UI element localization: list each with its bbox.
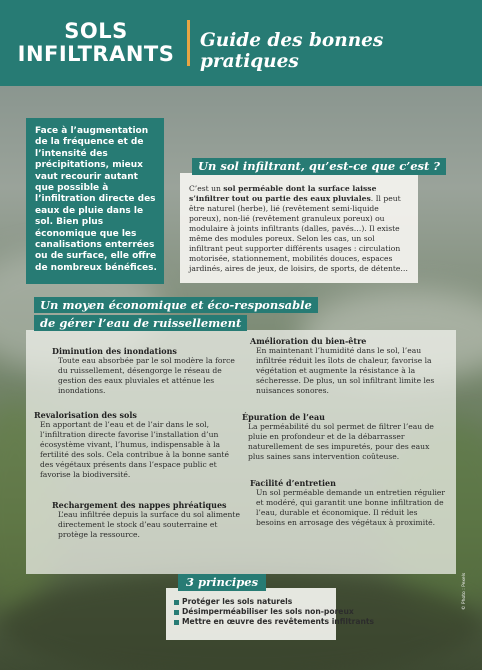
definition-body: Il peut être naturel (herbe), lié (revêtement semi-liquide poreux), non-lié (revêtement granuleux poreux) ou modulaire à joints infiltrants (dalles, pavés…). Il existe même des modules poreux. Selon les cas, un sol infiltrant peut supporter différents usages : circulation motorisée, stationnement, mobilités douces, espaces jardinés, aires de jeux, de loisirs, de sports, de détente… — [189, 194, 409, 273]
benefit-text: La perméabilité du sol permet de filtrer l’eau de pluie en profondeur et de la débarrasser naturellement de ses impuretés, pour des eaux plus saines sans intervention coûteuse. — [248, 422, 434, 461]
benefit-title: Facilité d’entretien — [250, 478, 336, 488]
benefit-title: Rechargement des nappes phréatiques — [52, 500, 227, 510]
square-bullet-icon — [174, 620, 179, 625]
benefit-title: Épuration de l’eau — [242, 412, 325, 422]
benefit-text: En apportant de l’eau et de l’air dans le sol, l’infiltration directe favorise l’installation d’un écosystème vivant, l’humus, indispensable à la fertilité des sols. Cela contribue à la bonne santé des végétaux présents dans l’espace public et favorise la biodiversité. — [40, 420, 229, 479]
benefit-text: Toute eau absorbée par le sol modère la force du ruissellement, désengorge le réseau de gestion des eaux pluviales et atténue les inondations. — [58, 356, 235, 395]
benefit-item — [52, 346, 237, 396]
page-subtitle: Guide des bonnes pratiques — [200, 30, 384, 72]
benefit-item — [250, 478, 446, 528]
square-bullet-icon — [174, 600, 179, 605]
principles-heading: 3 principes — [178, 574, 266, 591]
benefit-text: Un sol perméable demande un entretien régulier et modéré, qui garantit une bonne infiltration de l’eau, durable et économique. Il réduit les besoins en arrosage des végétaux à proximité. — [256, 488, 446, 527]
benefit-text: L’eau infiltrée depuis la surface du sol alimente directement le stock d’eau souterraine et protège la ressource. — [58, 510, 240, 539]
page-title: SOLS INFILTRANTS — [17, 19, 175, 66]
benefit-title: Diminution des inondations — [52, 346, 177, 356]
definition-heading: Un sol infiltrant, qu’est-ce que c’est ? — [192, 158, 446, 175]
principle-item: Mettre en œuvre des revêtements infiltrants — [174, 617, 330, 627]
intro-box: Face à l’augmentation de la fréquence et de l’intensité des précipitations, mieux vaut recourir autant que possible à l’infiltration directe des eaux de pluie dans le sol. Bien plus économique que les canalisations enterrées ou de surface, elle offre de nombreux bénéfices. — [26, 118, 164, 284]
principle-item: Protéger les sols naturels — [174, 597, 330, 607]
benefit-item — [52, 500, 242, 540]
principle-item: Désimperméabiliser les sols non-poreux — [174, 607, 330, 617]
square-bullet-icon — [174, 610, 179, 615]
photo-credit: © Photo : Pexels — [462, 572, 467, 610]
benefit-text: En maintenant l’humidité dans le sol, l’eau infiltrée réduit les îlots de chaleur, favorise la végétation et augmente la résistance à la sécheresse. De plus, un sol infiltrant limite les nuisances sonores. — [256, 346, 435, 395]
definition-panel: C’est un sol perméable dont la surface laisse s’infiltrer tout ou partie des eaux pluviales. Il peut être naturel (herbe), lié (revêtement semi-liquide poreux), non-lié (revêtement granuleux poreux) ou modulaire à joints infiltrants (dalles, pavés…). Il existe même des modules poreux. Selon les cas, un sol infiltrant peut supporter différents usages : circulation motorisée, stationnement, mobilités douces, espaces jardinés, aires de jeux, de loisirs, de sports, de détente… — [180, 173, 418, 283]
principles-panel — [166, 588, 374, 640]
benefit-item — [34, 410, 239, 480]
benefit-title: Amélioration du bien-être — [250, 336, 367, 346]
benefit-item — [250, 336, 446, 396]
benefit-item — [242, 412, 442, 462]
benefits-heading: de gérer l’eau de ruissellement — [34, 315, 247, 331]
title-divider — [187, 20, 190, 66]
benefit-title: Revalorisation des sols — [34, 410, 137, 420]
benefits-heading: Un moyen économique et éco-responsable — [34, 297, 318, 313]
benefits-panel — [26, 330, 456, 574]
header-banner — [0, 0, 482, 86]
